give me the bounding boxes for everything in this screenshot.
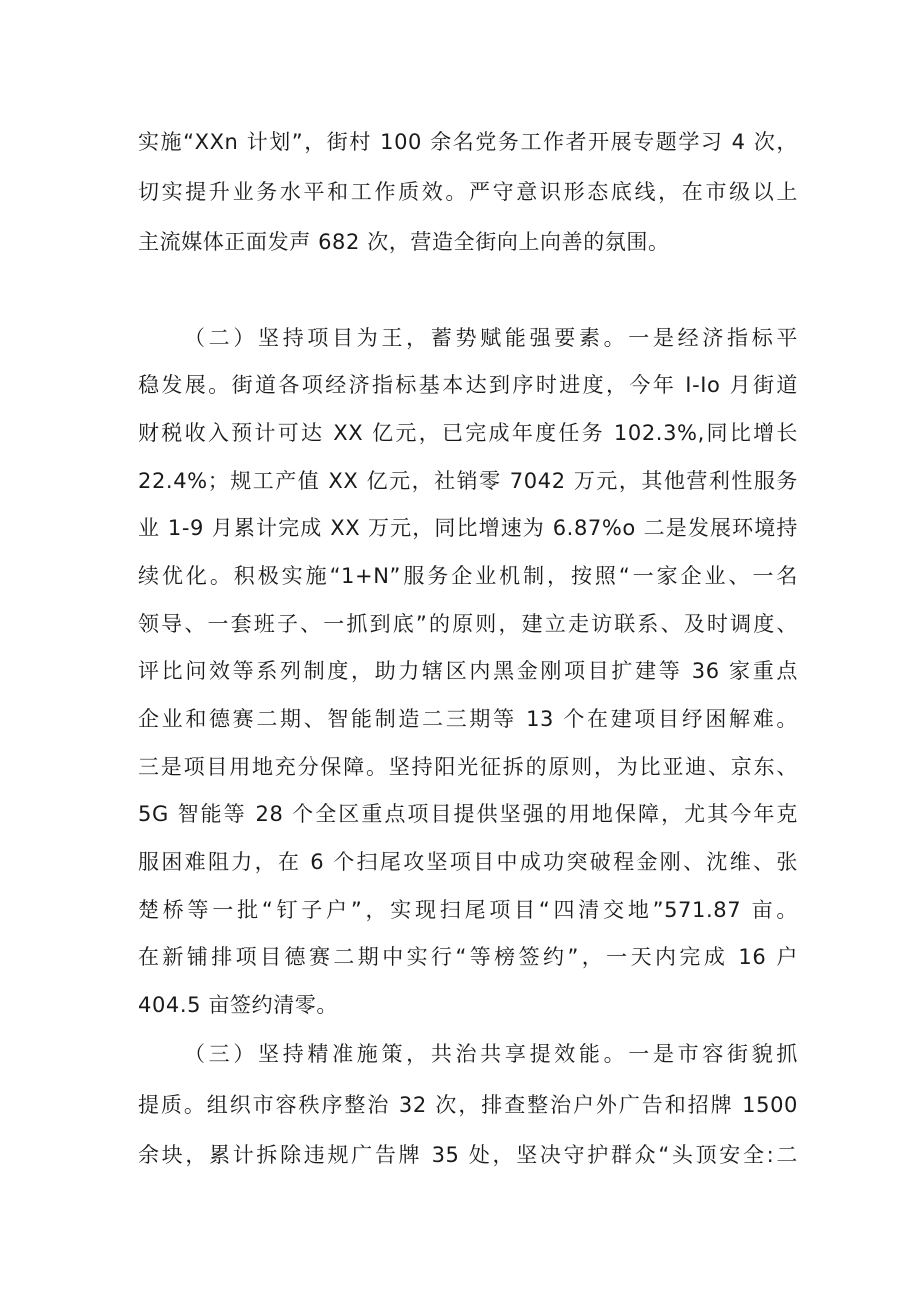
paragraph-3-line-2: 提质。组织市容秩序整治 32 次，排查整治户外广告和招牌 1500 <box>138 1093 798 1117</box>
paragraph-2-line-1: （二）坚持项目为王，蓄势赋能强要素。一是经济指标平 <box>184 326 798 350</box>
paragraph-2-line-6: 续优化。积极实施“1+N”服务企业机制，按照“一家企业、一名 <box>138 564 798 588</box>
paragraph-2-line-13: 楚桥等一批“钉子户”，实现扫尾项目“四清交地”571.87 亩。 <box>138 898 798 922</box>
paragraph-2-line-7: 领导、一套班子、一抓到底”的原则，建立走访联系、及时调度、 <box>138 612 798 636</box>
paragraph-3-line-1: （三）坚持精准施策，共治共享提效能。一是市容街貌抓 <box>184 1042 798 1066</box>
paragraph-2-line-10: 三是项目用地充分保障。坚持阳光征拆的原则，为比亚迪、京东、 <box>138 755 798 779</box>
paragraph-1-line-2: 切实提升业务水平和工作质效。严守意识形态底线，在市级以上 <box>138 180 798 204</box>
paragraph-2-line-15: 404.5 亩签约清零。 <box>138 993 338 1017</box>
paragraph-2-line-9: 企业和德赛二期、智能制造二三期等 13 个在建项目纾困解难。 <box>138 707 798 731</box>
paragraph-2-line-8: 评比问效等系列制度，助力辖区内黑金刚项目扩建等 36 家重点 <box>138 659 798 683</box>
paragraph-2-line-3: 财税收入预计可达 XX 亿元，已完成年度任务 102.3%,同比增长 <box>138 421 798 445</box>
paragraph-2-line-14: 在新铺排项目德赛二期中实行“等榜签约”，一天内完成 16 户 <box>138 945 798 969</box>
paragraph-3-line-3: 余块，累计拆除违规广告牌 35 处，坚决守护群众“头顶安全:二 <box>138 1143 798 1167</box>
paragraph-2-line-2: 稳发展。街道各项经济指标基本达到序时进度，今年 I-Io 月街道 <box>138 373 798 397</box>
paragraph-2-line-5: 业 1-9 月累计完成 XX 万元，同比增速为 6.87%o 二是发展环境持 <box>138 516 798 540</box>
paragraph-2-line-11: 5G 智能等 28 个全区重点项目提供坚强的用地保障，尤其今年克 <box>138 802 798 826</box>
paragraph-2-line-12: 服困难阻力，在 6 个扫尾攻坚项目中成功突破程金刚、沈维、张 <box>138 850 798 874</box>
paragraph-1-line-3: 主流媒体正面发声 682 次，营造全街向上向善的氛围。 <box>138 230 670 254</box>
paragraph-2-line-4: 22.4%；规工产值 XX 亿元，社销零 7042 万元，其他营利性服务 <box>138 469 798 493</box>
paragraph-1-line-1: 实施“XXn 计划”，街村 100 余名党务工作者开展专题学习 4 次， <box>138 130 798 154</box>
